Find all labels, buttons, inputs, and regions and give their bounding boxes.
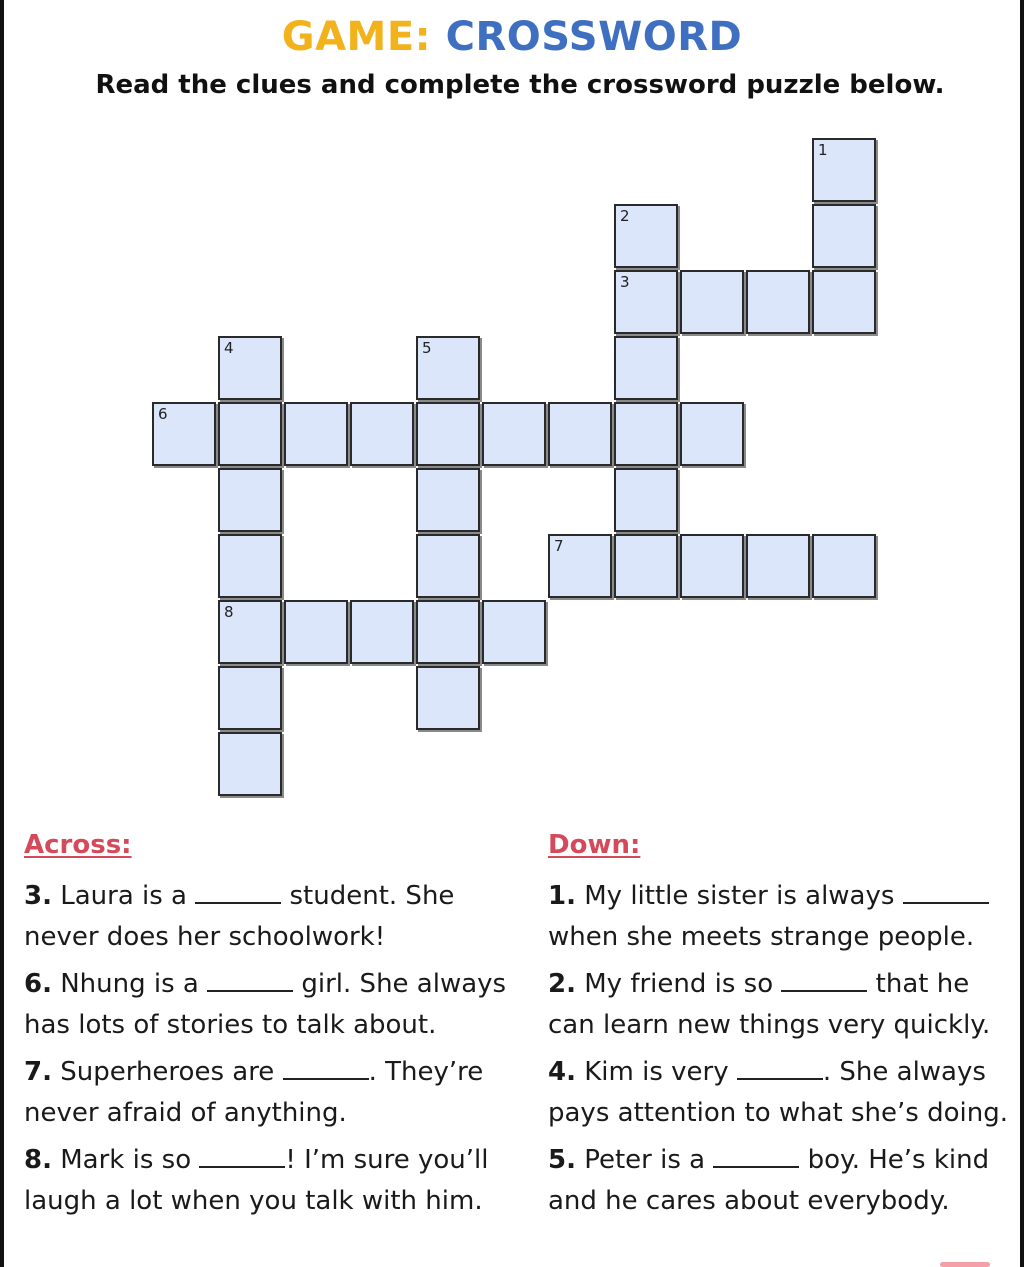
- clue-text-after: boy. He’s kind and he cares about everybody.: [548, 1145, 990, 1216]
- clue-number: 6: [158, 405, 168, 423]
- grid-cell[interactable]: [218, 468, 282, 532]
- grid-cell[interactable]: [416, 402, 480, 466]
- grid-cell[interactable]: [218, 732, 282, 796]
- clue-text-after: student. She never does her schoolwork!: [24, 881, 455, 952]
- clue-number: 8: [224, 603, 234, 621]
- clue-text-after: . She always pays attention to what she’s doing.: [548, 1057, 1008, 1128]
- grid-cell[interactable]: [284, 402, 348, 466]
- grid-cell[interactable]: [812, 204, 876, 268]
- clue-text-before: Nhung is a: [60, 969, 199, 999]
- down-clue-5: [548, 1140, 1016, 1222]
- grid-cell[interactable]: [614, 468, 678, 532]
- clue-num: 2.: [548, 969, 576, 999]
- across-clue-8: [24, 1140, 514, 1222]
- grid-cell[interactable]: [416, 534, 480, 598]
- frame-border-left: [0, 0, 4, 1267]
- clue-num: 1.: [548, 881, 576, 911]
- grid-cell[interactable]: [218, 534, 282, 598]
- grid-cell[interactable]: [548, 534, 612, 598]
- grid-cell[interactable]: [614, 402, 678, 466]
- grid-cell[interactable]: [350, 600, 414, 664]
- clue-text-before: Laura is a: [60, 881, 187, 911]
- grid-cell[interactable]: [614, 336, 678, 400]
- title-crossword: CROSSWORD: [445, 14, 743, 60]
- grid-cell[interactable]: [614, 204, 678, 268]
- down-clue-1: [548, 876, 1016, 958]
- across-clue-7: [24, 1052, 514, 1134]
- grid-cell[interactable]: [350, 402, 414, 466]
- answer-blank: [283, 1060, 369, 1080]
- grid-cell[interactable]: [614, 534, 678, 598]
- clue-num: 6.: [24, 969, 52, 999]
- grid-cell[interactable]: [416, 600, 480, 664]
- down-clues: [548, 876, 1016, 1228]
- across-clue-6: [24, 964, 514, 1046]
- answer-blank: [781, 972, 867, 992]
- decorative-mark: [940, 1262, 990, 1267]
- clue-text-after: when she meets strange people.: [548, 922, 975, 952]
- clue-number: 7: [554, 537, 564, 555]
- clue-text-after: girl. She always has lots of stories to talk about.: [24, 969, 507, 1040]
- clue-num: 4.: [548, 1057, 576, 1087]
- grid-cell[interactable]: [680, 534, 744, 598]
- clue-num: 7.: [24, 1057, 52, 1087]
- clue-text-before: Superheroes are: [60, 1057, 275, 1087]
- clue-text-before: Kim is very: [584, 1057, 729, 1087]
- clue-num: 3.: [24, 881, 52, 911]
- clue-number: 5: [422, 339, 432, 357]
- answer-blank: [713, 1148, 799, 1168]
- grid-cell[interactable]: [218, 600, 282, 664]
- answer-blank: [207, 972, 293, 992]
- title-game: GAME:: [281, 14, 432, 60]
- clue-text-before: My friend is so: [584, 969, 774, 999]
- grid-cell[interactable]: [614, 270, 678, 334]
- frame-border-right: [1020, 0, 1024, 1267]
- clue-num: 8.: [24, 1145, 52, 1175]
- grid-cell[interactable]: [812, 534, 876, 598]
- answer-blank: [903, 884, 989, 904]
- answer-blank: [737, 1060, 823, 1080]
- clue-number: 4: [224, 339, 234, 357]
- grid-cell[interactable]: [416, 666, 480, 730]
- grid-cell[interactable]: [284, 600, 348, 664]
- clue-num: 5.: [548, 1145, 576, 1175]
- grid-cell[interactable]: [482, 402, 546, 466]
- across-clue-3: [24, 876, 514, 958]
- down-clue-4: [548, 1052, 1016, 1134]
- grid-cell[interactable]: [416, 468, 480, 532]
- grid-cell[interactable]: [746, 534, 810, 598]
- down-clue-2: [548, 964, 1016, 1046]
- grid-cell[interactable]: [812, 270, 876, 334]
- grid-cell[interactable]: [218, 666, 282, 730]
- grid-cell[interactable]: [680, 402, 744, 466]
- clue-number: 1: [818, 141, 828, 159]
- answer-blank: [195, 884, 281, 904]
- grid-cell[interactable]: [680, 270, 744, 334]
- across-heading: Across:: [24, 830, 132, 860]
- clue-text-before: Peter is a: [584, 1145, 706, 1175]
- clue-text-after: ! I’m sure you’ll laugh a lot when you talk with him.: [24, 1145, 489, 1216]
- grid-cell[interactable]: [218, 402, 282, 466]
- grid-cell[interactable]: [746, 270, 810, 334]
- clue-number: 3: [620, 273, 630, 291]
- grid-cell[interactable]: [812, 138, 876, 202]
- answer-blank: [199, 1148, 285, 1168]
- page-title: [0, 14, 1024, 60]
- clue-number: 2: [620, 207, 630, 225]
- grid-cell[interactable]: [482, 600, 546, 664]
- grid-cell[interactable]: [548, 402, 612, 466]
- grid-cell[interactable]: [152, 402, 216, 466]
- down-heading: Down:: [548, 830, 641, 860]
- instruction-text: Read the clues and complete the crossword puzzle below.: [95, 70, 945, 100]
- clue-text-before: My little sister is always: [584, 881, 895, 911]
- clue-text-before: Mark is so: [60, 1145, 192, 1175]
- clue-text-after: . They’re never afraid of anything.: [24, 1057, 484, 1128]
- across-clues: [24, 876, 514, 1228]
- grid-cell[interactable]: [218, 336, 282, 400]
- clue-text-after: that he can learn new things very quickly.: [548, 969, 991, 1040]
- grid-cell[interactable]: [416, 336, 480, 400]
